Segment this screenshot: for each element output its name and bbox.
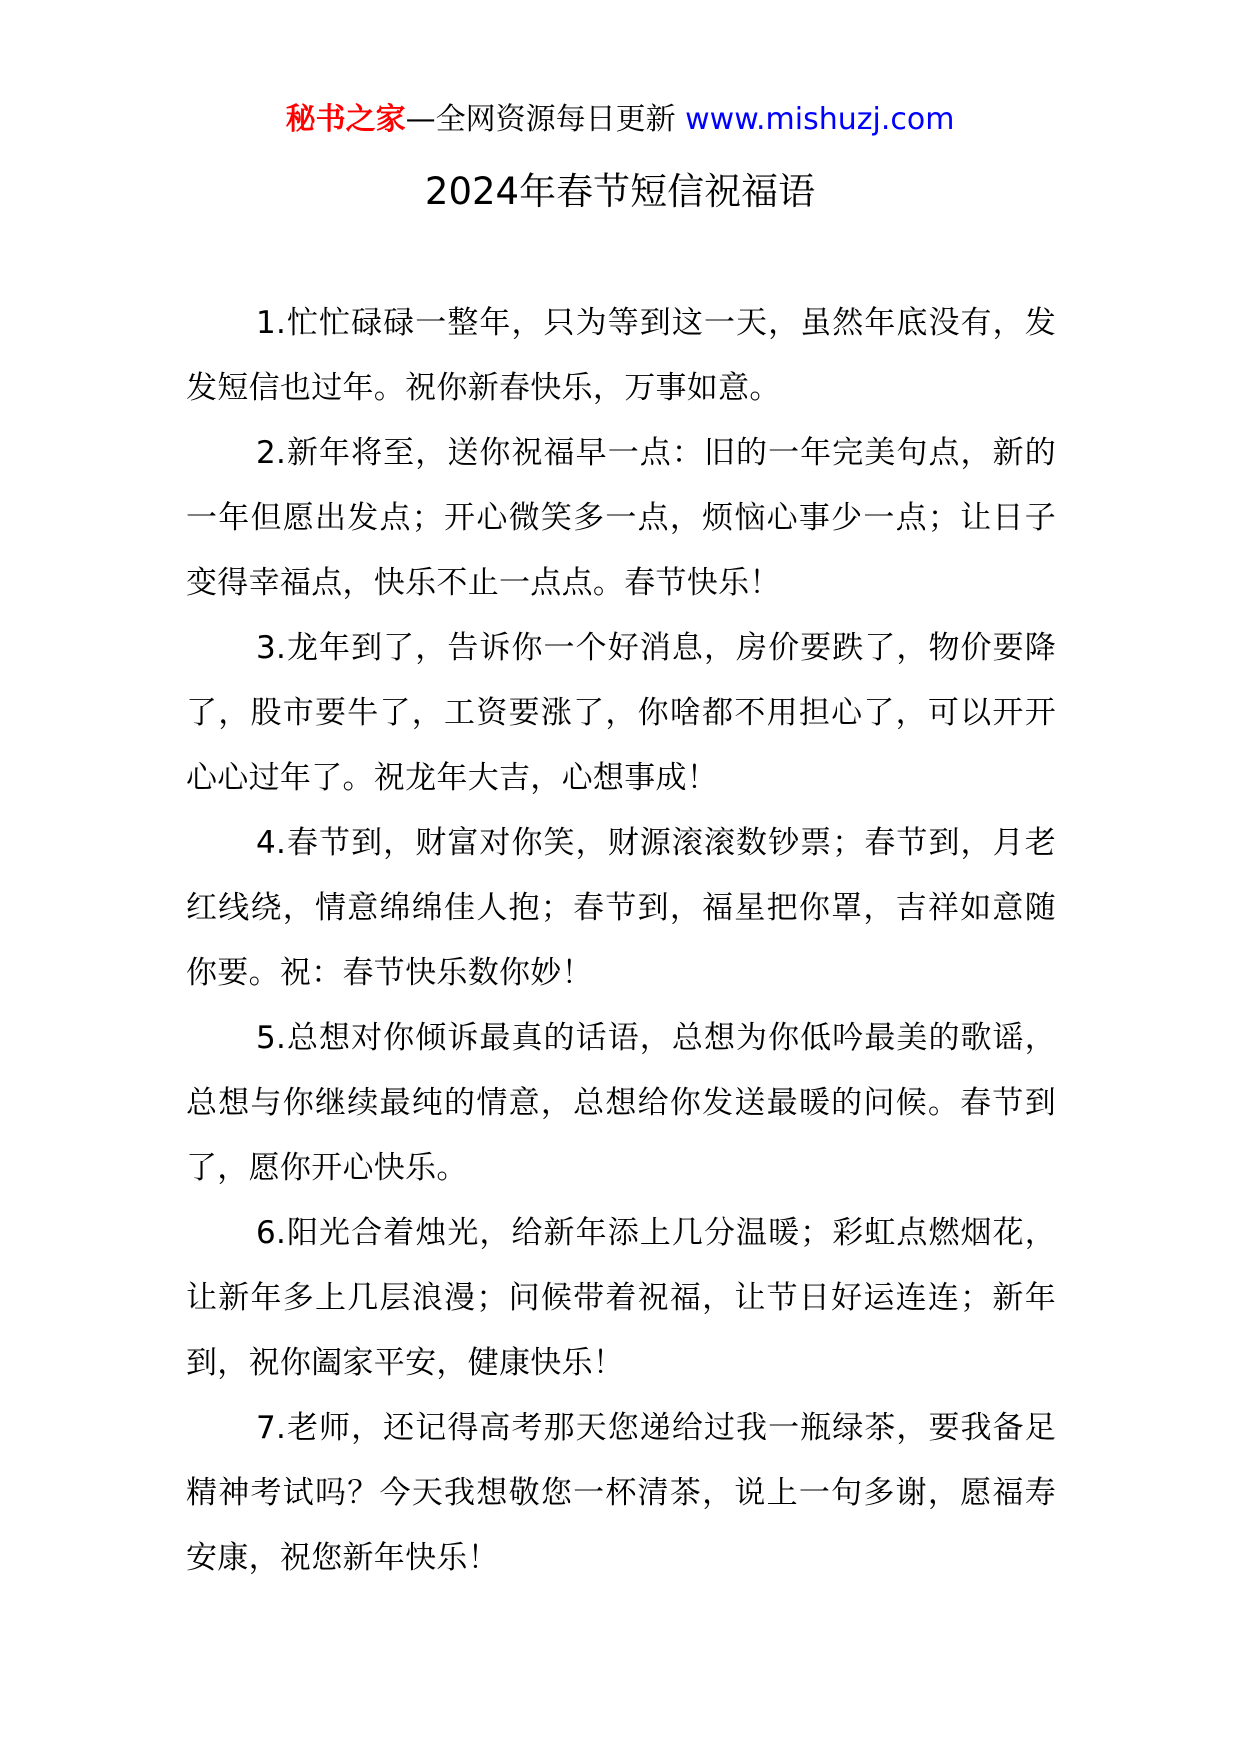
paragraph-6: 6.阳光合着烛光，给新年添上几分温暖；彩虹点燃烟花，让新年多上几层浪漫；问候带着祝福，让节日好运连连；新年到，祝你阖家平安，健康快乐！ bbox=[186, 1215, 1056, 1381]
paragraph-4: 4.春节到，财富对你笑，财源滚滚数钞票；春节到，月老红线绕，情意绵绵佳人抱；春节到，福星把你罩，吉祥如意随你要。祝：春节快乐数你妙！ bbox=[186, 825, 1056, 991]
paragraph-7: 7.老师，还记得高考那天您递给过我一瓶绿茶，要我备足精神考试吗？今天我想敬您一杯清茶，说上一句多谢，愿福寿安康，祝您新年快乐！ bbox=[186, 1410, 1056, 1576]
site-url-link[interactable]: www.mishuzj.com bbox=[685, 102, 955, 137]
paragraph-1: 1.忙忙碌碌一整年，只为等到这一天，虽然年底没有，发发短信也过年。祝你新春快乐，万事如意。 bbox=[186, 305, 1056, 406]
site-brand: 秘书之家 bbox=[285, 102, 406, 137]
site-header bbox=[0, 100, 1240, 140]
paragraph-2: 2.新年将至，送你祝福早一点：旧的一年完美句点，新的一年但愿出发点；开心微笑多一点，烦恼心事少一点；让日子变得幸福点，快乐不止一点点。春节快乐！ bbox=[186, 435, 1056, 601]
document-title: 2024年春节短信祝福语 bbox=[424, 170, 816, 213]
site-tagline: —全网资源每日更新 bbox=[405, 102, 686, 137]
paragraph-3: 3.龙年到了，告诉你一个好消息，房价要跌了，物价要降了，股市要牛了，工资要涨了，你啥都不用担心了，可以开开心心过年了。祝龙年大吉，心想事成！ bbox=[186, 630, 1056, 796]
document-body bbox=[186, 291, 1056, 1591]
paragraph-5: 5.总想对你倾诉最真的话语，总想为你低吟最美的歌谣，总想与你继续最纯的情意，总想给你发送最暖的问候。春节到了，愿你开心快乐。 bbox=[186, 1020, 1056, 1186]
